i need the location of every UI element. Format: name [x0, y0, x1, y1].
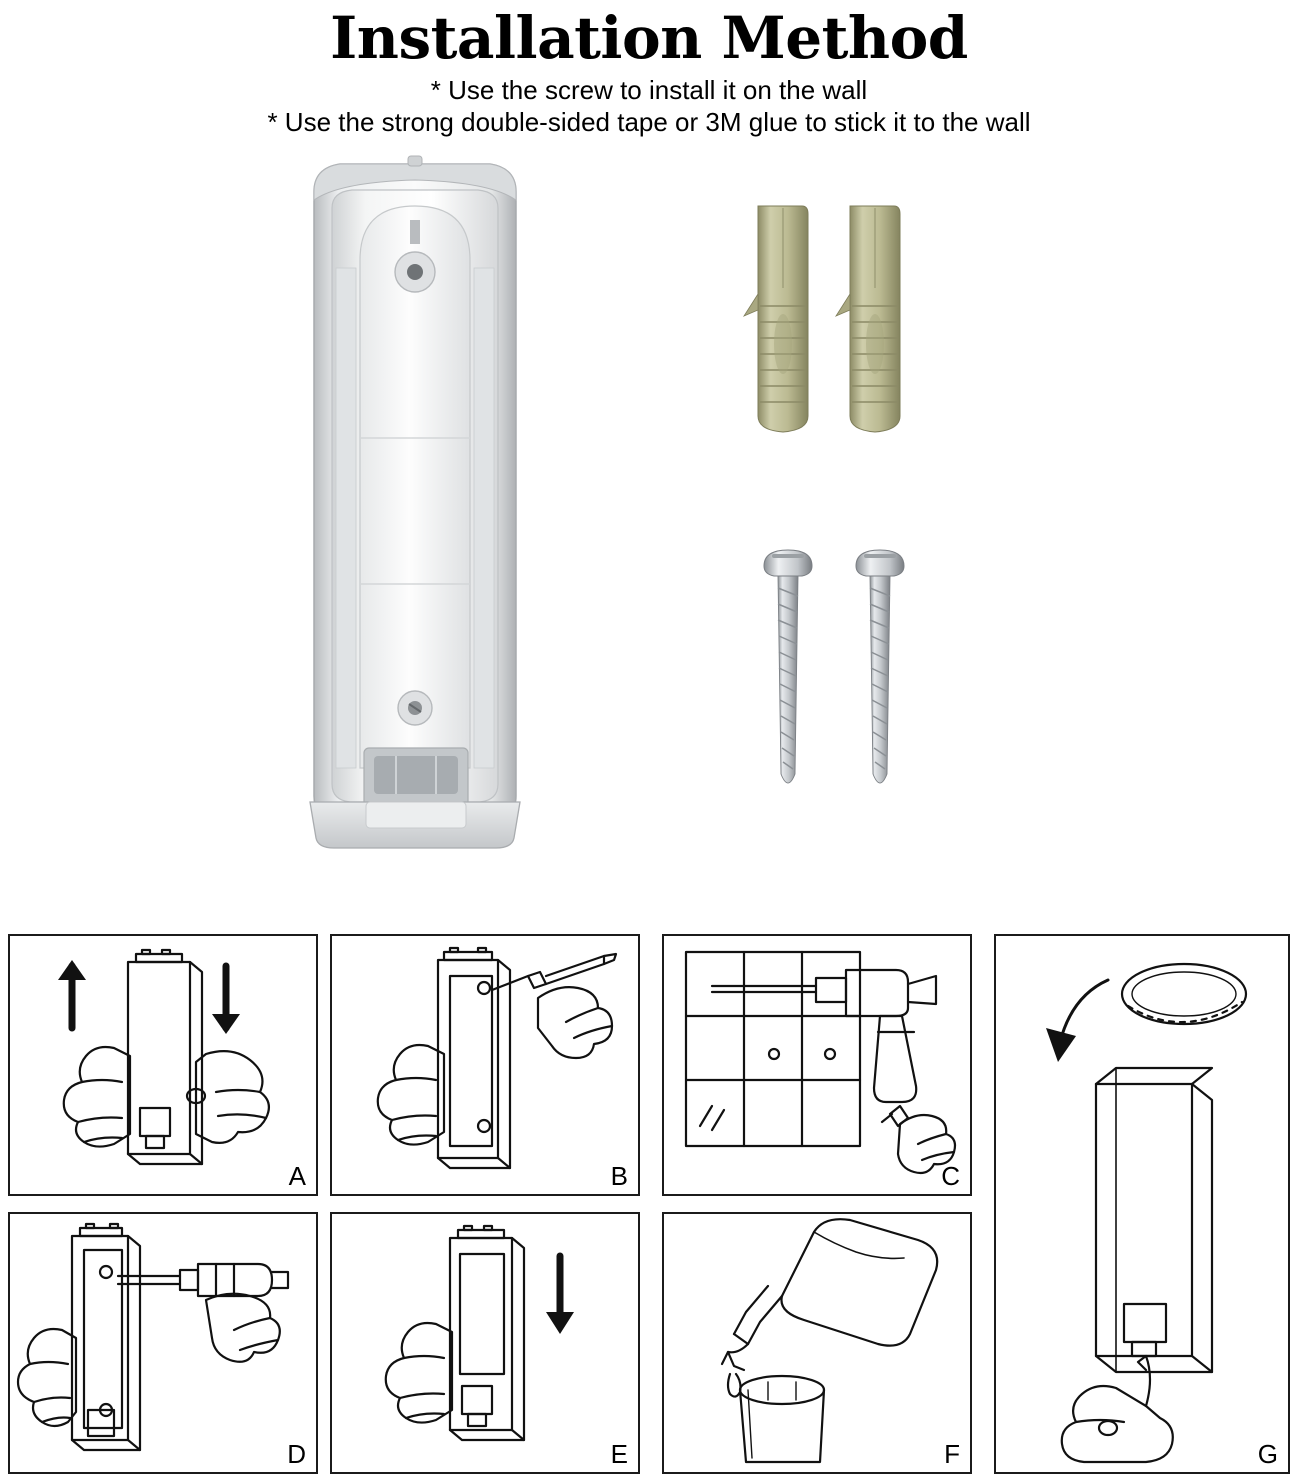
- hero-illustration: [0, 138, 1298, 878]
- wall-anchor-plug-1: [744, 206, 808, 432]
- mounting-screw-1: [764, 550, 812, 783]
- step-d-fasten-screws: [8, 1212, 318, 1474]
- instruction-bullet-2: * Use the strong double-sided tape or 3M glue to stick it to the wall: [267, 107, 1031, 137]
- step-letter: E: [610, 1439, 628, 1469]
- page-title: Installation Method: [330, 4, 968, 72]
- soap-dispenser-back-plate: [300, 148, 530, 858]
- installation-instruction-page: [0, 6, 1298, 1480]
- step-e-attach-cover: [330, 1212, 640, 1474]
- step-letter: B: [610, 1161, 628, 1191]
- mounting-screw-2: [856, 550, 904, 783]
- wall-anchor-plug-2: [836, 206, 900, 432]
- instruction-bullet-1: * Use the screw to install it on the wall: [430, 75, 868, 105]
- hardware-parts-group: [740, 198, 970, 818]
- step-c-drill-wall: [662, 934, 972, 1196]
- step-letter: A: [288, 1161, 306, 1191]
- step-diagram-grid: [8, 934, 1290, 1474]
- step-letter: G: [1257, 1439, 1278, 1469]
- step-f-fill-soap: [662, 1212, 972, 1474]
- step-b-mark-holes: [330, 934, 640, 1196]
- step-letter: D: [287, 1439, 306, 1469]
- step-letter: F: [944, 1439, 960, 1469]
- step-letter: C: [941, 1161, 960, 1191]
- step-g-close-and-press: [994, 934, 1290, 1474]
- step-a-remove-cover: [8, 934, 318, 1196]
